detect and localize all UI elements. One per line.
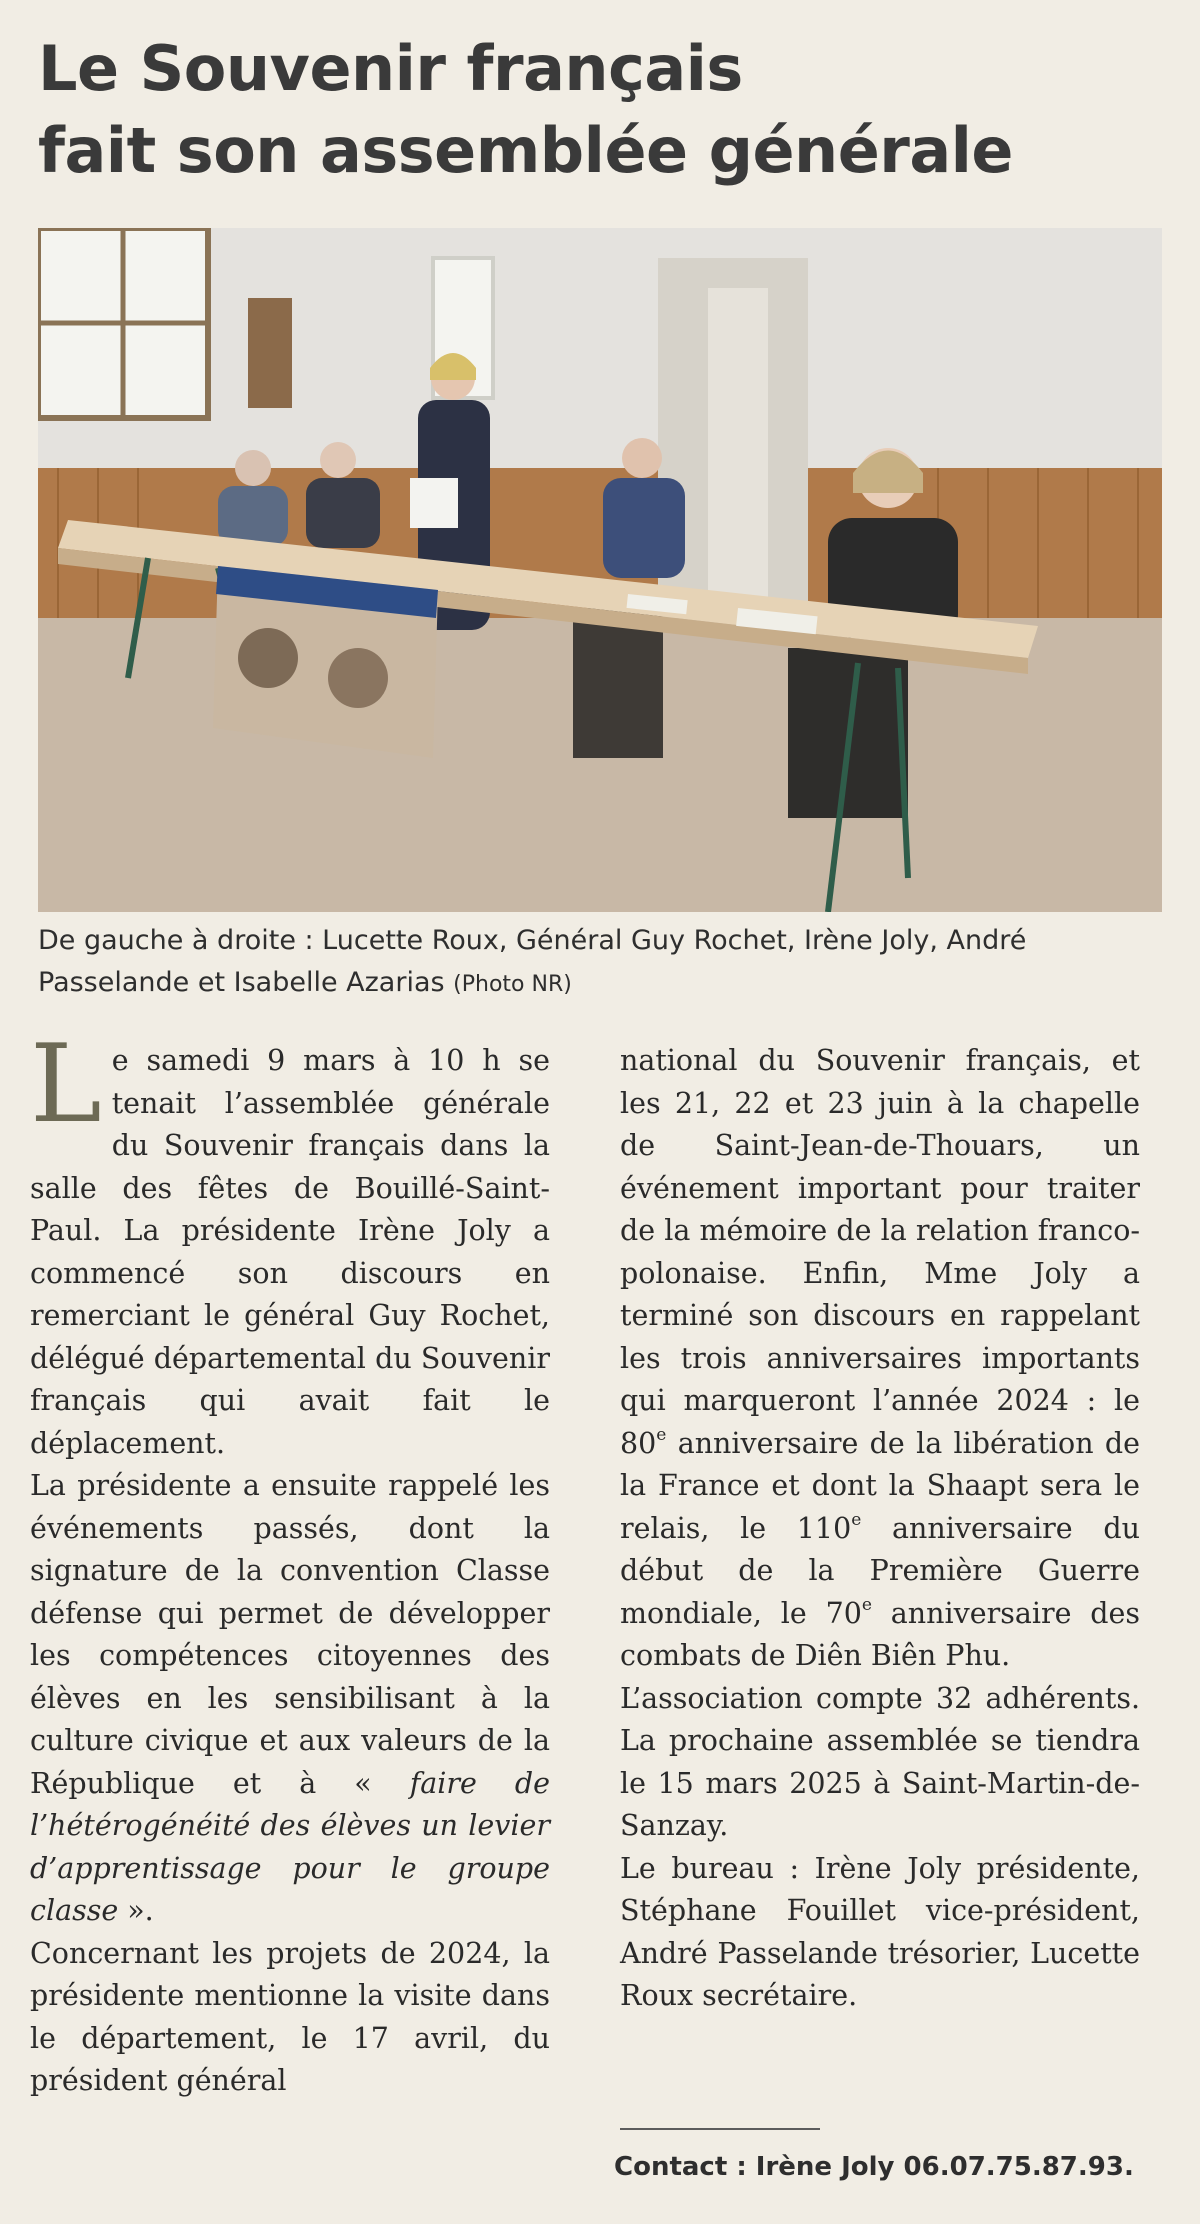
paragraph-1 <box>30 1022 550 1465</box>
ordinal-sup-1: e <box>656 1424 667 1445</box>
paragraph-1-text: e samedi 9 mars à 10 h se tenait l’assemblée générale du Souvenir français dans la salle des fêtes de Bouillé-Saint-Paul. La présidente Irène Joly a commencé son discours en remerciant le général Guy Rochet, délégué départemental du Souvenir français qui avait fait le déplacement. <box>30 1044 550 1460</box>
photo-credit: (Photo NR) <box>453 972 572 997</box>
article-column-2 <box>620 1040 1140 2018</box>
ordinal-sup-2: e <box>851 1509 862 1530</box>
paragraph-4-text-d: anniversaire des combats de Diên Biên Phu. <box>620 1596 1140 1672</box>
article-column-1 <box>30 1022 550 2103</box>
photo-caption <box>38 920 1162 1006</box>
headline-line-1: Le Souvenir français <box>38 32 743 105</box>
paragraph-5: L’association compte 32 adhérents. La prochaine assemblée se tiendra le 15 mars 2025 à Saint-Martin-de-Sanzay. <box>620 1681 1140 1842</box>
paragraph-6: Le bureau : Irène Joly présidente, Stéphane Fouillet vice-président, André Passelande trésorier, Lucette Roux secrétaire. <box>620 1851 1140 2012</box>
drop-cap: L <box>30 1022 102 1147</box>
paragraph-2-text: La présidente a ensuite rappelé les événements passés, dont la signature de la convention Classe défense qui permet de développer les compétences citoyennes des élèves en les sensibilisant à la culture civique et aux valeurs de la République et à « <box>30 1469 550 1800</box>
headline <box>38 28 1038 192</box>
contact-divider <box>620 2128 820 2130</box>
paragraph-4-text-b: anniversaire de la libération de la France et dont la Shaapt sera le relais, le 110 <box>620 1426 1140 1545</box>
paragraph-2-quote: faire de l’hétérogénéité des élèves un levier d’apprentissage pour le groupe classe <box>30 1766 550 1927</box>
paragraph-2 <box>30 1465 550 1933</box>
paragraph-4 <box>620 1040 1140 1678</box>
article-photo <box>38 228 1162 912</box>
paragraph-3: Concernant les projets de 2024, la présidente mentionne la visite dans le département, le 17 avril, du président général <box>30 1936 550 2097</box>
headline-line-2: fait son assemblée générale <box>38 114 1013 187</box>
paragraph-4-text-a: national du Souvenir français, et les 21, 22 et 23 juin à la chapelle de Saint-Jean-de-Thouars, un événement important pour traiter de la mémoire de la relation franco-polonaise. Enfin, Mme Joly a terminé son discours en rappelant les trois anniversaires importants qui marqueront l’année 2024 : le 80 <box>620 1044 1140 1460</box>
contact-line: Contact : Irène Joly 06.07.75.87.93. <box>614 2152 1134 2182</box>
paragraph-4-text-c: anniversaire du début de la Première Guerre mondiale, le 70 <box>620 1511 1140 1630</box>
paragraph-2-end: ». <box>118 1894 154 1927</box>
caption-text: De gauche à droite : Lucette Roux, Général Guy Rochet, Irène Joly, André Passelande et Isabelle Azarias <box>38 925 1027 998</box>
ordinal-sup-3: e <box>861 1594 872 1615</box>
